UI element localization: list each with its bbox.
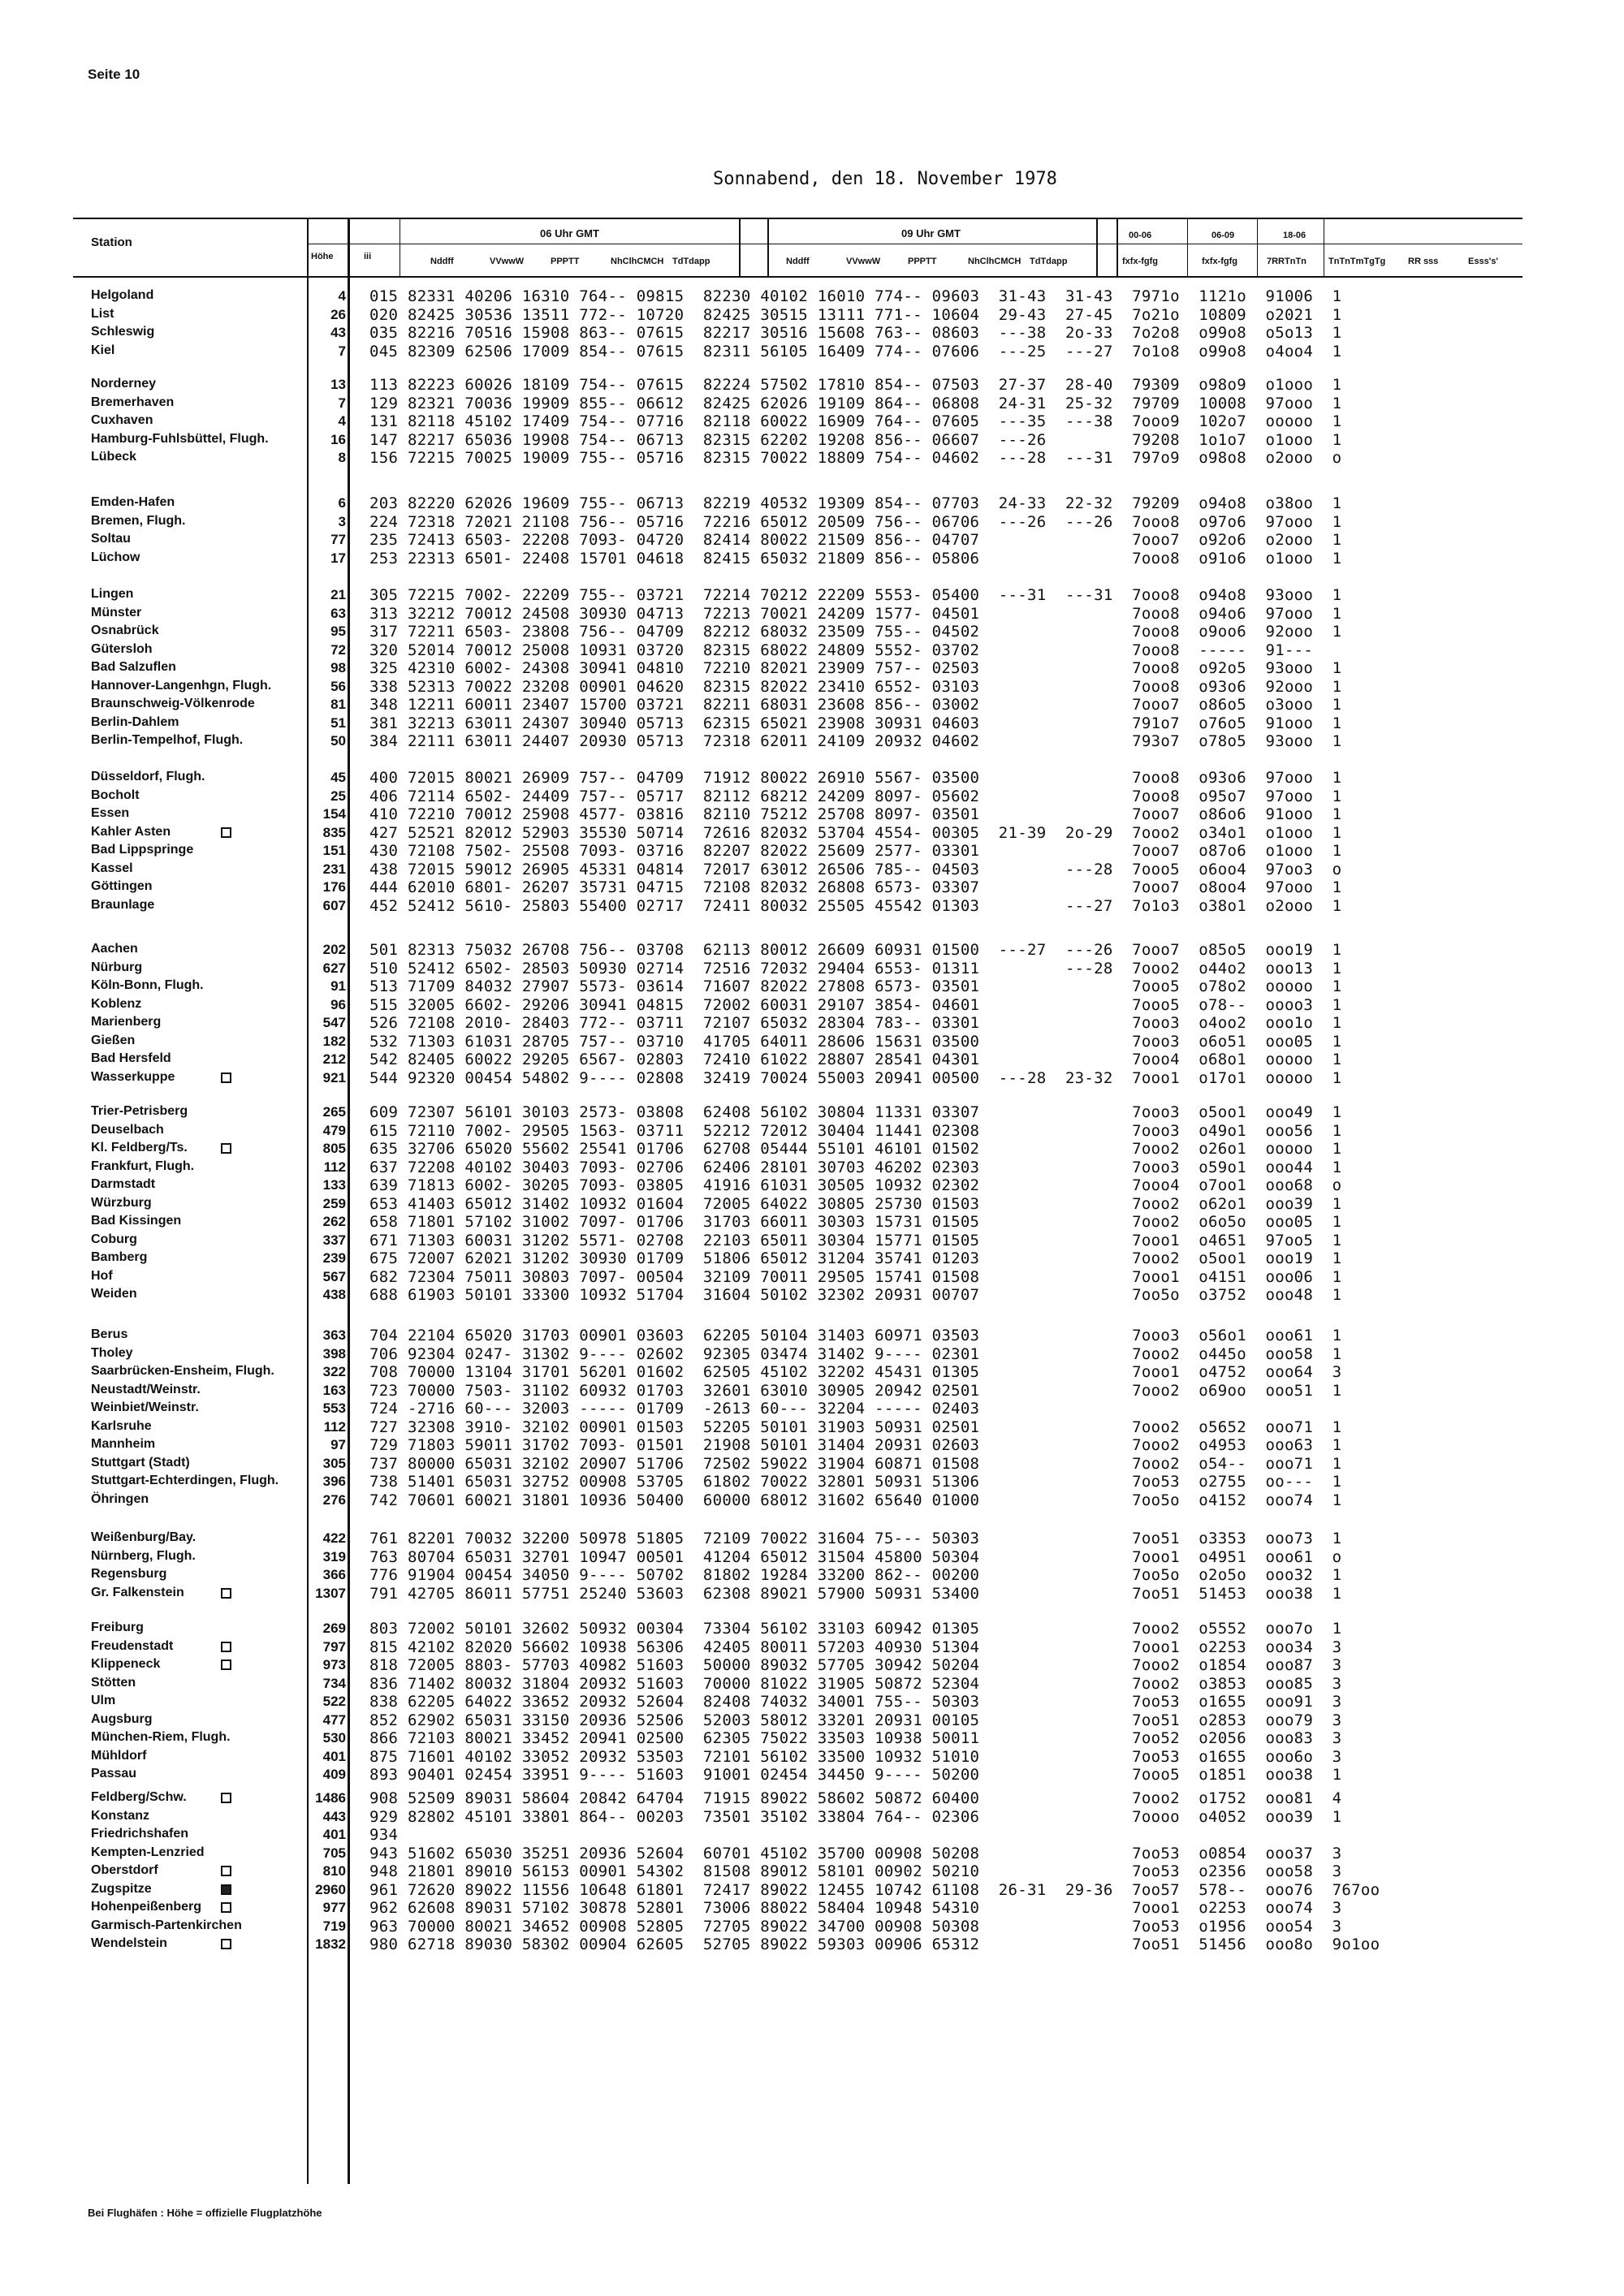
station-height: 522: [322, 1694, 346, 1709]
station-name: Öhringen: [91, 1491, 149, 1506]
observation-data: 875 71601 40102 33052 20932 53503 72101 56102 33500 10932 51010 7oo53 o1655 ooo6o 3: [369, 1747, 1342, 1766]
empty-square-icon: [221, 827, 231, 838]
observation-data: 430 72108 7502- 25508 7093- 03716 82207 82022 25609 2577- 03301 7ooo7 o87o6 o1ooo 1: [369, 842, 1342, 860]
station-height: 163: [322, 1382, 346, 1398]
filled-square-icon: [221, 1884, 231, 1895]
station-height: 477: [322, 1711, 346, 1728]
observation-data: 803 72002 50101 32602 50932 00304 73304 56102 33103 60942 01305 7ooo2 o5552 ooo7o 1: [369, 1620, 1342, 1638]
header-09-c5: TdTdapp: [1030, 257, 1068, 266]
header-period-2: 06-09: [1212, 231, 1235, 240]
station-height: 91: [330, 978, 346, 994]
station-height: 21: [330, 587, 346, 602]
station-name: Freudenstadt: [91, 1638, 174, 1653]
station-height: 17: [330, 550, 346, 566]
observation-data: 776 91904 00454 34050 9---- 50702 81802 19284 33200 862-- 00200 7oo5o o2o5o ooo32 1: [369, 1566, 1342, 1584]
observation-data: 510 52412 6502- 28503 50930 02714 72516 72032 29404 6553- 01311 ---28 7ooo2 o44o2 ooo13 1: [369, 959, 1342, 978]
station-height: 3: [338, 513, 346, 529]
station-height: 72: [330, 641, 346, 658]
station-name: Kassel: [91, 861, 133, 875]
station-name: Deuselbach: [91, 1122, 164, 1137]
observation-data: 381 32213 63011 24307 30940 05713 62315 65021 23908 30931 04603 791o7 o76o5 91ooo 1: [369, 714, 1342, 732]
station-height: 63: [330, 605, 346, 621]
station-name: Osnabrück: [91, 624, 159, 637]
observation-data: 325 42310 6002- 24308 30941 04810 72210 82021 23909 757-- 02503 7ooo8 o92o5 93ooo 1: [369, 659, 1342, 677]
station-name: Gütersloh: [91, 641, 153, 656]
rule-v-p1: [1116, 219, 1118, 278]
station-name: Helgoland: [91, 288, 154, 302]
station-name: Weiden: [91, 1287, 137, 1301]
observation-data: 704 22104 65020 31703 00901 03603 62205 50104 31403 60971 03503 7ooo3 o56o1 ooo61 1: [369, 1327, 1342, 1344]
station-name: Bremerhaven: [91, 395, 175, 409]
station-height: 734: [322, 1675, 346, 1691]
station-name: Lingen: [91, 587, 134, 601]
station-height: 133: [322, 1177, 346, 1193]
observation-data: 313 32212 70012 24508 30930 04713 72213 70021 24209 1577- 04501 7ooo8 o94o6 97ooo 1: [369, 604, 1342, 623]
station-name: Kl. Feldberg/Ts.: [91, 1141, 188, 1154]
station-height: 398: [322, 1345, 346, 1362]
station-name: Berlin-Tempelhof, Flugh.: [91, 733, 244, 747]
header-station: Station: [91, 235, 132, 249]
station-height: 409: [322, 1767, 346, 1782]
observation-data: 671 71303 60031 31202 5571- 02708 22103 65011 30304 15771 01505 7ooo1 o4651 97oo5 1: [369, 1231, 1342, 1249]
station-name: Regensburg: [91, 1567, 167, 1581]
observation-data: 961 72620 89022 11556 10648 61801 72417 89022 12455 10742 61108 26-31 29-36 7oo57 578-- ooo76 767oo: [369, 1880, 1380, 1899]
station-height: 305: [322, 1455, 346, 1471]
observation-data: 729 71803 59011 31702 7093- 01501 21908 50101 31404 20931 02603 7ooo2 o4953 ooo63 1: [369, 1436, 1342, 1454]
station-height: 182: [322, 1033, 346, 1049]
observation-data: 838 62205 64022 33652 20932 52604 82408 74032 34001 755-- 50303 7oo53 o1655 ooo91 3: [369, 1693, 1342, 1711]
station-name: Lüchow: [91, 550, 140, 564]
station-height: 269: [322, 1621, 346, 1636]
station-name: Norderney: [91, 377, 157, 391]
station-height: 98: [330, 660, 346, 675]
observation-data: 131 82118 45102 17409 754-- 07716 82118 60022 16909 764-- 07605 ---35 ---38 7ooo9 102o7 ooooo 1: [369, 412, 1342, 430]
station-name: Karlsruhe: [91, 1418, 152, 1433]
rule-top: [73, 218, 1522, 219]
station-name: Essen: [91, 806, 130, 820]
station-name: Zugspitze: [91, 1881, 152, 1896]
observation-data: 147 82217 65036 19908 754-- 06713 82315 62202 19208 856-- 06607 ---26 79208 1o1o7 o1ooo 1: [369, 430, 1342, 449]
station-height: 835: [322, 824, 346, 840]
header-06-c5: TdTdapp: [672, 257, 710, 266]
station-height: 396: [322, 1474, 346, 1489]
station-height: 337: [322, 1232, 346, 1248]
station-height: 112: [323, 1418, 346, 1435]
header-sub-5: RR sss: [1408, 257, 1439, 266]
header-09-c1: Nddff: [786, 257, 810, 266]
observation-data: 708 70000 13104 31701 56201 01602 62505 45102 32202 45431 01305 7ooo1 o4752 ooo64 3: [369, 1363, 1342, 1381]
station-name: Nürburg: [91, 960, 143, 974]
observation-data: 908 52509 89031 58604 20842 64704 71915 89022 58602 50872 60400 7ooo2 o1752 ooo81 4: [369, 1789, 1342, 1807]
header-09-c2: VVwwW: [846, 257, 881, 266]
station-height: 16: [330, 431, 346, 447]
observation-data: 452 52412 5610- 25803 55400 02717 72411 80032 25505 45542 01303 ---27 7o1o3 o38o1 o2ooo 1: [369, 896, 1342, 915]
station-height: 705: [322, 1845, 346, 1861]
station-name: Garmisch-Partenkirchen: [91, 1918, 242, 1932]
station-height: 810: [322, 1863, 346, 1879]
station-name: Freiburg: [91, 1621, 144, 1634]
station-name: Mühldorf: [91, 1748, 147, 1763]
observation-data: 235 72413 6503- 22208 7093- 04720 82414 80022 21509 856-- 04707 7ooo7 o92o6 o2ooo 1: [369, 531, 1342, 549]
observation-data: 682 72304 75011 30803 7097- 00504 32109 70011 29505 15741 01508 7ooo1 o4151 ooo06 1: [369, 1267, 1342, 1286]
observation-data: 737 80000 65031 32102 20907 51706 72502 59022 31904 60871 01508 7ooo2 o54-- ooo71 1: [369, 1454, 1342, 1473]
station-name: List: [91, 306, 114, 321]
station-height: 276: [322, 1491, 346, 1508]
station-height: 56: [330, 678, 346, 694]
observation-data: 852 62902 65031 33150 20936 52506 52003 58012 33201 20931 00105 7oo51 o2853 ooo79 3: [369, 1711, 1342, 1729]
observation-data: 542 82405 60022 29205 6567- 02803 72410 61022 28807 28541 04301 7ooo4 o68o1 ooooo 1: [369, 1051, 1342, 1068]
observation-data: 738 51401 65031 32752 00908 53705 61802 70022 32801 50931 51306 7oo53 o2755 oo--- 1: [369, 1473, 1342, 1491]
observation-data: 815 42102 82020 56602 10938 56306 42405 80011 57203 40930 51304 7ooo1 o2253 ooo34 3: [369, 1638, 1342, 1656]
station-name: Soltau: [91, 532, 131, 546]
observation-data: 818 72005 8803- 57703 40982 51603 50000 89032 57705 30942 50204 7ooo2 o1854 ooo87 3: [369, 1656, 1342, 1674]
empty-square-icon: [221, 1072, 231, 1083]
station-height: 401: [322, 1827, 346, 1842]
station-name: Nürnberg, Flugh.: [91, 1548, 196, 1563]
station-name: Bamberg: [91, 1250, 148, 1264]
station-name: Münster: [91, 605, 142, 619]
station-name: Würzburg: [91, 1195, 152, 1210]
station-height: 239: [322, 1250, 346, 1266]
station-height: 4: [338, 288, 346, 304]
observation-data: 045 82309 62506 17009 854-- 07615 82311 56105 16409 774-- 07606 ---25 ---27 7o1o8 o99o8 o4oo4 1: [369, 342, 1342, 360]
observation-data: 317 72211 6503- 23808 756-- 04709 82212 68032 23509 755-- 04502 7ooo8 o9oo6 92ooo 1: [369, 623, 1342, 641]
observation-data: 761 82201 70032 32200 50978 51805 72109 70022 31604 75--- 50303 7oo51 o3353 ooo73 1: [369, 1530, 1342, 1547]
header-09-uhr: 09 Uhr GMT: [901, 227, 961, 240]
header-period-1: 00-06: [1129, 231, 1152, 240]
station-name: Bad Kissingen: [91, 1214, 182, 1228]
station-name: Hannover-Langenhgn, Flugh.: [91, 678, 272, 693]
observation-data: 963 70000 80021 34652 00908 52805 72705 89022 34700 00908 50308 7oo53 o1956 ooo54 3: [369, 1917, 1342, 1936]
station-height: 719: [322, 1918, 346, 1934]
station-name: Hamburg-Fuhlsbüttel, Flugh.: [91, 431, 269, 446]
header-06-c2: VVwwW: [490, 257, 525, 266]
observation-data: 706 92304 0247- 31302 9---- 02602 92305 03474 31402 9---- 02301 7ooo2 o445o ooo58 1: [369, 1344, 1342, 1363]
station-name: Gr. Falkenstein: [91, 1585, 184, 1599]
station-name: München-Riem, Flugh.: [91, 1730, 231, 1744]
station-height: 479: [322, 1122, 346, 1138]
empty-square-icon: [221, 1939, 231, 1949]
station-height: 26: [330, 306, 346, 322]
station-height: 319: [322, 1548, 346, 1564]
station-name: Bad Lippspringe: [91, 843, 194, 857]
station-height: 231: [322, 861, 346, 877]
station-name: Cuxhaven: [91, 413, 153, 427]
station-name: Oberstdorf: [91, 1863, 158, 1877]
rule-v-09-start: [767, 219, 769, 278]
observation-data: 929 82802 45101 33801 864-- 00203 73501 35102 33804 764-- 02306 7oooo o4052 ooo39 1: [369, 1807, 1342, 1826]
station-name: Düsseldorf, Flugh.: [91, 770, 205, 783]
observation-data: 658 71801 57102 31002 7097- 01706 31703 66011 30303 15731 01505 7ooo2 o6o5o ooo05 1: [369, 1213, 1342, 1231]
header-sub-1: fxfx-fgfg: [1122, 257, 1158, 266]
station-height: 322: [322, 1364, 346, 1379]
station-height: 51: [330, 714, 346, 731]
station-height: 50: [330, 733, 346, 749]
station-name: Konstanz: [91, 1808, 149, 1823]
station-name: Köln-Bonn, Flugh.: [91, 978, 204, 992]
station-name: Koblenz: [91, 996, 142, 1011]
header-sub-2: fxfx-fgfg: [1202, 257, 1237, 266]
station-name: Passau: [91, 1767, 137, 1780]
station-height: 265: [322, 1104, 346, 1120]
station-name: Kahler Asten: [91, 824, 171, 839]
station-name: Kempten-Lenzried: [91, 1845, 205, 1859]
observation-data: 320 52014 70012 25008 10931 03720 82315 68022 24809 5552- 03702 7ooo8 ----- 91---: [369, 641, 1314, 659]
station-name: Augsburg: [91, 1711, 153, 1726]
observation-data: 724 -2716 60--- 32003 ----- 01709 -2613 60--- 32204 ----- 02403: [369, 1400, 980, 1418]
station-height: 77: [330, 532, 346, 547]
observation-data: 203 82220 62026 19609 755-- 06713 82219 40532 19309 854-- 07703 24-33 22-32 79209 o94o8 o38oo 1: [369, 494, 1342, 512]
station-height: 401: [322, 1748, 346, 1764]
observation-data: 515 32005 6602- 29206 30941 04815 72002 60031 29107 3854- 04601 7ooo5 o78-- oooo3 1: [369, 995, 1342, 1014]
station-height: 8: [338, 450, 346, 465]
empty-square-icon: [221, 1902, 231, 1913]
observation-data: 526 72108 2010- 28403 772-- 03711 72107 65032 28304 783-- 03301 7ooo3 o4oo2 ooo1o 1: [369, 1014, 1342, 1032]
observation-data: 410 72210 70012 25908 4577- 03816 82110 75212 25708 8097- 03501 7ooo7 o86o6 91ooo 1: [369, 805, 1342, 823]
observation-data: 113 82223 60026 18109 754-- 07615 82224 57502 17810 854-- 07503 27-37 28-40 79309 o98o9 o1ooo 1: [369, 376, 1342, 394]
station-height: 6: [338, 495, 346, 511]
empty-square-icon: [221, 1793, 231, 1803]
station-height: 262: [322, 1214, 346, 1229]
observation-data: 763 80704 65031 32701 10947 00501 41204 65012 31504 45800 50304 7ooo1 o4951 ooo61 o: [369, 1547, 1342, 1566]
station-height: 547: [322, 1015, 346, 1030]
observation-data: 723 70000 7503- 31102 60932 01703 32601 63010 30905 20942 02501 7ooo2 o69oo ooo51 1: [369, 1381, 1342, 1400]
observation-data: 637 72208 40102 30403 7093- 02706 62406 28101 30703 46202 02303 7ooo3 o59o1 ooo44 1: [369, 1158, 1342, 1176]
observation-data: 866 72103 80021 33452 20941 02500 62305 75022 33503 10938 50011 7oo52 o2056 ooo83 3: [369, 1729, 1342, 1747]
station-name: Darmstadt: [91, 1177, 156, 1191]
observation-data: 675 72007 62021 31202 30930 01709 51806 65012 31204 35741 01203 7ooo2 o5oo1 ooo19 1: [369, 1249, 1342, 1267]
station-height: 422: [322, 1530, 346, 1546]
observation-data: 384 22111 63011 24407 20930 05713 72318 62011 24109 20932 04602 793o7 o78o5 93ooo 1: [369, 732, 1342, 750]
station-height: 151: [322, 843, 346, 858]
station-height: 7: [338, 343, 346, 359]
rule-v-09-end: [1096, 219, 1098, 278]
station-height: 921: [322, 1069, 346, 1085]
observation-data: 338 52313 70022 23208 00901 04620 82315 82022 23410 6552- 03103 7ooo8 o93o6 92ooo 1: [369, 677, 1342, 696]
observation-data: 934: [369, 1826, 399, 1844]
header-09-c4: NhClhCMCH: [968, 257, 1021, 266]
station-name: Weißenburg/Bay.: [91, 1530, 197, 1544]
station-name: Mannheim: [91, 1437, 156, 1451]
station-height: 7: [338, 395, 346, 411]
station-name: Kiel: [91, 343, 115, 357]
header-06-c3: PPPTT: [551, 257, 580, 266]
station-height: 977: [322, 1900, 346, 1915]
rule-v-p2: [1187, 219, 1188, 278]
empty-square-icon: [221, 1866, 231, 1876]
rule-v-p3: [1257, 219, 1258, 278]
station-height: 567: [322, 1268, 346, 1284]
empty-square-icon: [221, 1143, 231, 1154]
station-name: Emden-Hafen: [91, 495, 175, 509]
header-sub-4: TnTnTmTgTg: [1328, 257, 1386, 266]
header-sub-3: 7RRTnTn: [1267, 257, 1307, 266]
date-line: Sonnabend, den 18. November 1978: [713, 169, 1057, 189]
station-name: Trier-Petrisberg: [91, 1104, 188, 1118]
station-name: Gießen: [91, 1033, 136, 1047]
footnote: Bei Flughäfen : Höhe = offizielle Flugplatzhöhe: [88, 2207, 322, 2219]
observation-data: 727 32308 3910- 32102 00901 01503 52205 50101 31903 50931 02501 7ooo2 o5652 ooo71 1: [369, 1418, 1342, 1436]
station-name: Coburg: [91, 1232, 137, 1246]
observation-data: 427 52521 82012 52903 35530 50714 72616 82032 53704 4554- 00305 21-39 2o-29 7ooo2 o34o1 o1ooo 1: [369, 823, 1342, 842]
observation-data: 035 82216 70516 15908 863-- 07615 82217 30516 15608 763-- 08603 ---38 2o-33 7o2o8 o99o8 o5o13 1: [369, 324, 1342, 342]
station-height: 96: [330, 996, 346, 1012]
rule-header-bottom: [73, 276, 1522, 278]
observation-data: 544 92320 00454 54802 9---- 02808 32419 70024 55003 20941 00500 ---28 23-32 7ooo1 o17o1 ooooo 1: [369, 1068, 1342, 1087]
header-06-c4: NhClhCMCH: [611, 257, 664, 266]
observation-data: 020 82425 30536 13511 772-- 10720 82425 30515 13111 771-- 10604 29-43 27-45 7o21o 10809 o2021 1: [369, 305, 1342, 324]
observation-data: 513 71709 84032 27907 5573- 03614 71607 82022 27808 6573- 03501 7ooo5 o78o2 ooooo 1: [369, 978, 1342, 995]
station-height: 259: [322, 1195, 346, 1211]
observation-data: 791 42705 86011 57751 25240 53603 62308 89021 57900 50931 53400 7oo51 51453 ooo38 1: [369, 1584, 1342, 1603]
observation-data: 615 72110 7002- 29505 1563- 03711 52212 72012 30404 11441 02308 7ooo3 o49o1 ooo56 1: [369, 1121, 1342, 1140]
station-name: Aachen: [91, 942, 138, 956]
station-height: 212: [322, 1051, 346, 1067]
station-height: 530: [322, 1730, 346, 1746]
observation-data: 129 82321 70036 19909 855-- 06612 82425 62026 19109 864-- 06808 24-31 25-32 79709 10008 97ooo 1: [369, 394, 1342, 412]
station-height: 553: [322, 1400, 346, 1416]
station-height: 1307: [315, 1585, 346, 1601]
observation-data: 501 82313 75032 26708 756-- 03708 62113 80012 26609 60931 01500 ---27 ---26 7ooo7 o85o5 ooo19 1: [369, 941, 1342, 959]
header-06-uhr: 06 Uhr GMT: [540, 227, 599, 240]
observation-data: 948 21801 89010 56153 00901 54302 81508 89012 58101 00902 50210 7oo53 o2356 ooo58 3: [369, 1862, 1342, 1880]
observation-data: 688 61903 50101 33300 10932 51704 31604 50102 32302 20931 00707 7oo5o o3752 ooo48 1: [369, 1286, 1342, 1304]
observation-data: 893 90401 02454 33951 9---- 51603 91001 02454 34450 9---- 50200 7ooo5 o1851 ooo38 1: [369, 1766, 1342, 1784]
station-height: 154: [322, 806, 346, 822]
station-height: 1486: [315, 1790, 346, 1806]
observation-data: 156 72215 70025 19009 755-- 05716 82315 70022 18809 754-- 04602 ---28 ---31 797o9 o98o8 o2ooo o: [369, 449, 1342, 467]
station-name: Saarbrücken-Ensheim, Flugh.: [91, 1364, 274, 1378]
station-height: 176: [322, 879, 346, 895]
station-name: Stuttgart (Stadt): [91, 1455, 190, 1470]
station-name: Marienberg: [91, 1015, 162, 1029]
station-height: 797: [322, 1638, 346, 1655]
observation-data: 305 72215 7002- 22209 755-- 03721 72214 70212 22209 5553- 05400 ---31 ---31 7ooo8 o94o8 93ooo 1: [369, 586, 1342, 604]
station-name: Berus: [91, 1327, 128, 1341]
station-name: Lübeck: [91, 450, 137, 464]
station-height: 95: [330, 624, 346, 639]
station-height: 627: [322, 960, 346, 976]
observation-data: 962 62608 89031 57102 30878 52801 73006 88022 58404 10948 54310 7ooo1 o2253 ooo74 3: [369, 1899, 1342, 1917]
rule-v-hoehe: [348, 219, 350, 2184]
station-name: Bocholt: [91, 788, 140, 802]
observation-data: 742 70601 60021 31801 10936 50400 60000 68012 31602 65640 01000 7oo5o o4152 ooo74 1: [369, 1491, 1342, 1509]
observation-data: 609 72307 56101 30103 2573- 03808 62408 56102 30804 11331 03307 7ooo3 o5oo1 ooo49 1: [369, 1103, 1342, 1121]
observation-data: 444 62010 6801- 26207 35731 04715 72108 82032 26808 6573- 03307 7ooo7 o8oo4 97ooo 1: [369, 878, 1342, 896]
observation-data: 639 71813 6002- 30205 7093- 03805 41916 61031 30505 10932 02302 7ooo4 o7oo1 ooo68 o: [369, 1176, 1342, 1194]
observation-data: 015 82331 40206 16310 764-- 09815 82230 40102 16010 774-- 09603 31-43 31-43 7971o 1121o 91006 1: [369, 287, 1342, 305]
station-name: Hof: [91, 1268, 113, 1283]
station-name: Wasserkuppe: [91, 1069, 175, 1084]
observation-data: 635 32706 65020 55602 25541 01706 62708 05444 55101 46101 01502 7ooo2 o26o1 ooooo 1: [369, 1140, 1342, 1158]
observation-data: 653 41403 65012 31402 10932 01604 72005 64022 30805 25730 01503 7ooo2 o62o1 ooo39 1: [369, 1194, 1342, 1213]
rule-v-06-end: [739, 219, 741, 278]
station-name: Hohenpeißenberg: [91, 1900, 202, 1914]
station-name: Bad Salzuflen: [91, 660, 176, 674]
empty-square-icon: [221, 1659, 231, 1670]
observation-data: 348 12211 60011 23407 15700 03721 82211 68031 23608 856-- 03002 7ooo7 o86o5 o3ooo 1: [369, 696, 1342, 714]
station-height: 973: [322, 1657, 346, 1672]
station-height: 438: [322, 1287, 346, 1302]
station-height: 4: [338, 413, 346, 429]
station-name: Frankfurt, Flugh.: [91, 1159, 195, 1173]
empty-square-icon: [221, 1588, 231, 1599]
station-height: 81: [330, 697, 346, 712]
station-name: Bremen, Flugh.: [91, 513, 186, 528]
observation-data: 224 72318 72021 21108 756-- 05716 72216 65012 20509 756-- 06706 ---26 ---26 7ooo8 o97o6 97ooo 1: [369, 512, 1342, 531]
observation-data: 943 51602 65030 35251 20936 52604 60701 45102 35700 00908 50208 7oo53 o0854 ooo37 3: [369, 1844, 1342, 1862]
station-name: Braunlage: [91, 897, 155, 912]
station-height: 97: [330, 1437, 346, 1452]
station-name: Wendelstein: [91, 1936, 167, 1950]
station-name: Klippeneck: [91, 1657, 161, 1671]
station-height: 13: [330, 377, 346, 392]
observation-data: 980 62718 89030 58302 00904 62605 52705 89022 59303 00906 65312 7oo51 51456 ooo8o 9o1oo: [369, 1936, 1380, 1953]
station-name: Berlin-Dahlem: [91, 714, 179, 729]
observation-data: 438 72015 59012 26905 45331 04814 72017 63012 26506 785-- 04503 ---28 7ooo5 o6oo4 97oo3 o: [369, 860, 1342, 878]
station-name: Braunschweig-Völkenrode: [91, 697, 255, 710]
station-height: 366: [322, 1567, 346, 1582]
observation-data: 532 71303 61031 28705 757-- 03710 41705 64011 28606 15631 03500 7ooo3 o6o51 ooo05 1: [369, 1032, 1342, 1051]
station-name: Bad Hersfeld: [91, 1051, 171, 1065]
header-hoehe: Höhe: [311, 252, 334, 261]
station-height: 2960: [315, 1881, 346, 1897]
header-06-c1: Nddff: [430, 257, 454, 266]
station-name: Friedrichshafen: [91, 1827, 189, 1841]
station-name: Tholey: [91, 1345, 133, 1360]
station-height: 112: [323, 1159, 346, 1175]
observation-data: 400 72015 80021 26909 757-- 04709 71912 80022 26910 5567- 03500 7ooo8 o93o6 97ooo 1: [369, 769, 1342, 787]
header-period-3: 18-06: [1283, 231, 1307, 240]
station-height: 607: [322, 897, 346, 913]
empty-square-icon: [221, 1642, 231, 1652]
header-09-c3: PPPTT: [908, 257, 937, 266]
station-height: 25: [330, 788, 346, 804]
page-number: Seite 10: [88, 67, 140, 82]
station-name: Schleswig: [91, 325, 155, 339]
station-name: Feldberg/Schw.: [91, 1790, 187, 1804]
station-height: 45: [330, 770, 346, 785]
observation-data: 253 22313 6501- 22408 15701 04618 82415 65032 21809 856-- 05806 7ooo8 o91o6 o1ooo 1: [369, 549, 1342, 568]
station-name: Neustadt/Weinstr.: [91, 1382, 201, 1396]
station-height: 363: [322, 1327, 346, 1343]
station-name: Stötten: [91, 1675, 136, 1690]
station-name: Stuttgart-Echterdingen, Flugh.: [91, 1474, 279, 1487]
station-height: 1832: [315, 1936, 346, 1952]
station-height: 443: [322, 1808, 346, 1824]
station-name: Weinbiet/Weinstr.: [91, 1400, 199, 1414]
station-name: Göttingen: [91, 879, 153, 893]
station-height: 202: [322, 942, 346, 957]
observation-data: 406 72114 6502- 24409 757-- 05717 82112 68212 24209 8097- 05602 7ooo8 o95o7 97ooo 1: [369, 787, 1342, 805]
station-name: Ulm: [91, 1694, 116, 1707]
station-height: 43: [330, 325, 346, 340]
station-height: 805: [322, 1141, 346, 1156]
header-iii: iii: [364, 252, 372, 261]
header-sub-6: Esss's': [1468, 257, 1499, 266]
observation-data: 836 71402 80032 31804 20932 51603 70000 81022 31905 50872 52304 7ooo2 o3853 ooo85 3: [369, 1674, 1342, 1693]
